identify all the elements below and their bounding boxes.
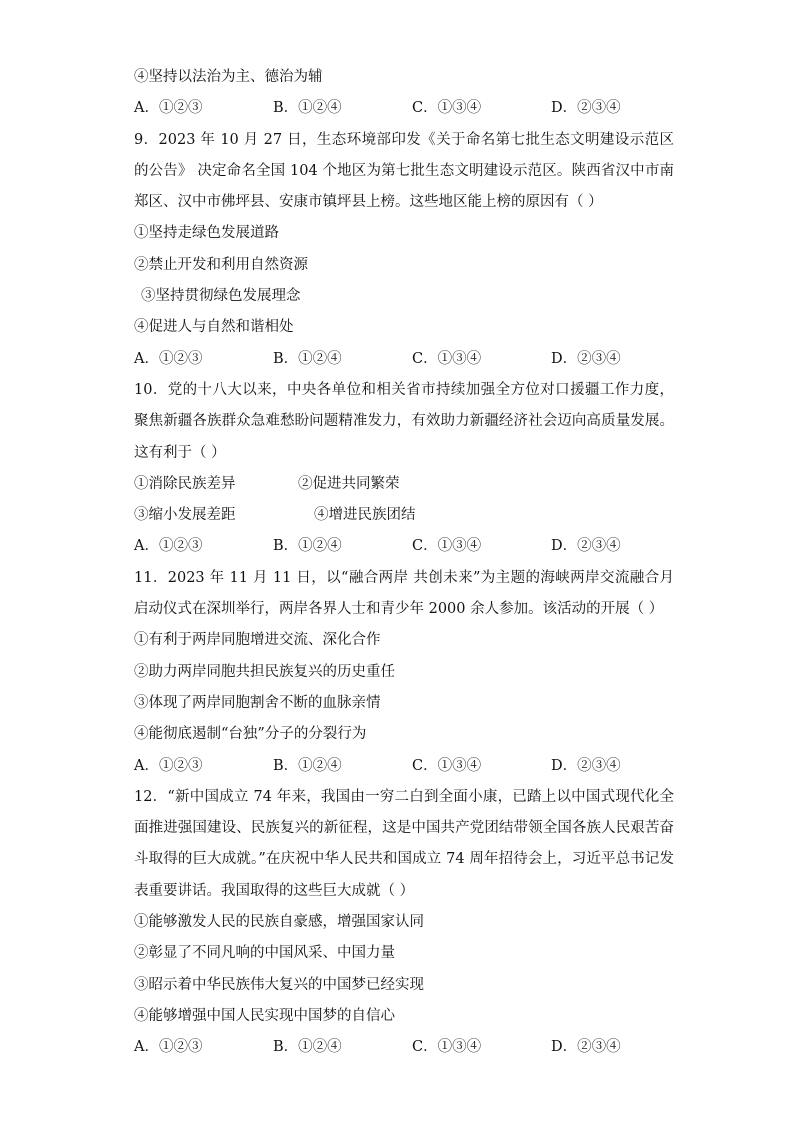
q10-items-row-1 [134, 469, 674, 500]
q10-option-d[interactable]: D．②③④ [551, 538, 621, 555]
q9-item-4: ④促进人与自然和谐相处 [134, 319, 294, 336]
q12-item-4: ④能够增强中国人民实现中国梦的自信心 [134, 1007, 395, 1024]
q8-option-a[interactable]: A．①②③ [134, 100, 203, 117]
q11-item-4: ④能彻底遏制“台独”分子的分裂行为 [134, 726, 367, 743]
q12-option-c[interactable]: C．①③④ [412, 1039, 482, 1056]
q10-item-1: ①消除民族差异 [134, 475, 236, 492]
q8-item-4: ④坚持以法治为主、德治为辅 [134, 69, 323, 85]
q11-item-1: ①有利于两岸同胞增进交流、深化合作 [134, 632, 381, 649]
q10-item-4: ④增进民族团结 [314, 507, 416, 524]
q11-option-c[interactable]: C．①③④ [412, 757, 482, 774]
q11-item-2: ②助力两岸同胞共担民族复兴的历史重任 [134, 663, 395, 680]
q12-options [134, 1032, 674, 1063]
q10-option-b[interactable]: B．①②④ [273, 538, 342, 555]
q10-option-c[interactable]: C．①③④ [412, 538, 482, 555]
q8-option-d[interactable]: D．②③④ [551, 100, 621, 117]
q12-item-3: ③昭示着中华民族伟大复兴的中国梦已经实现 [134, 976, 424, 993]
q9-options [134, 344, 674, 375]
q11-options [134, 751, 674, 782]
q11-item-3: ③体现了两岸同胞割舍不断的血脉亲情 [134, 694, 381, 711]
q9-option-b[interactable]: B．①②④ [273, 350, 342, 367]
q11-stem: 11．2023 年 11 月 11 日，以“融合两岸 共创未来”为主题的海峡两岸交流融合月启动仪式在深圳举行，两岸各界人士和青少年 2000 余人参加。该活动的开展（ ） [134, 569, 674, 618]
q12-item-2: ②彰显了不同凡响的中国风采、中国力量 [134, 945, 395, 962]
q8-options [134, 93, 674, 124]
q12-item-1: ①能够激发人民的民族自豪感，增强国家认同 [134, 914, 424, 931]
q9-item-2: ②禁止开发和利用自然资源 [134, 256, 308, 273]
q11-option-a[interactable]: A．①②③ [134, 757, 203, 774]
q12-option-a[interactable]: A．①②③ [134, 1039, 203, 1056]
q8-option-c[interactable]: C．①③④ [412, 100, 482, 117]
q10-items-row-2 [134, 500, 674, 531]
q12-option-b[interactable]: B．①②④ [273, 1039, 342, 1056]
q10-stem: 10．党的十八大以来，中央各单位和相关省市持续加强全方位对口援疆工作力度，聚焦新疆各族群众急难愁盼问题精准发力，有效助力新疆经济社会迈向高质量发展。这有利于（ ） [134, 381, 674, 461]
q9-option-d[interactable]: D．②③④ [551, 350, 621, 367]
q10-item-2: ②促进共同繁荣 [298, 475, 400, 492]
q11-option-b[interactable]: B．①②④ [273, 757, 342, 774]
q9-item-1: ①坚持走绿色发展道路 [134, 225, 279, 242]
q10-options [134, 531, 674, 562]
q12-stem: 12．“新中国成立 74 年来，我国由一穷二白到全面小康，已踏上以中国式现代化全面推进强国建设、民族复兴的新征程，这是中国共产党团结带领全国各族人民艰苦奋斗取得的巨大成就。”在庆祝中华人民共和国成立 74 周年招待会上，习近平总书记发表重要讲话。我国取得的这些巨大成就（ ） [134, 788, 674, 899]
q9-option-a[interactable]: A．①②③ [134, 350, 203, 367]
q9-option-c[interactable]: C．①③④ [412, 350, 482, 367]
q9-item-3: ③坚持贯彻绿色发展理念 [141, 288, 301, 305]
q10-item-3: ③缩小发展差距 [134, 507, 236, 524]
q12-option-d[interactable]: D．②③④ [551, 1039, 621, 1056]
q9-stem: 9．2023 年 10 月 27 日，生态环境部印发《关于命名第七批生态文明建设示范区的公告》 决定命名全国 104 个地区为第七批生态文明建设示范区。陕西省汉中市南郑区、汉中市佛坪县、安康市镇坪县上榜。这些地区能上榜的原因有（ ） [134, 131, 674, 211]
q11-option-d[interactable]: D．②③④ [551, 757, 621, 774]
q10-option-a[interactable]: A．①②③ [134, 538, 203, 555]
q8-option-b[interactable]: B．①②④ [273, 100, 342, 117]
